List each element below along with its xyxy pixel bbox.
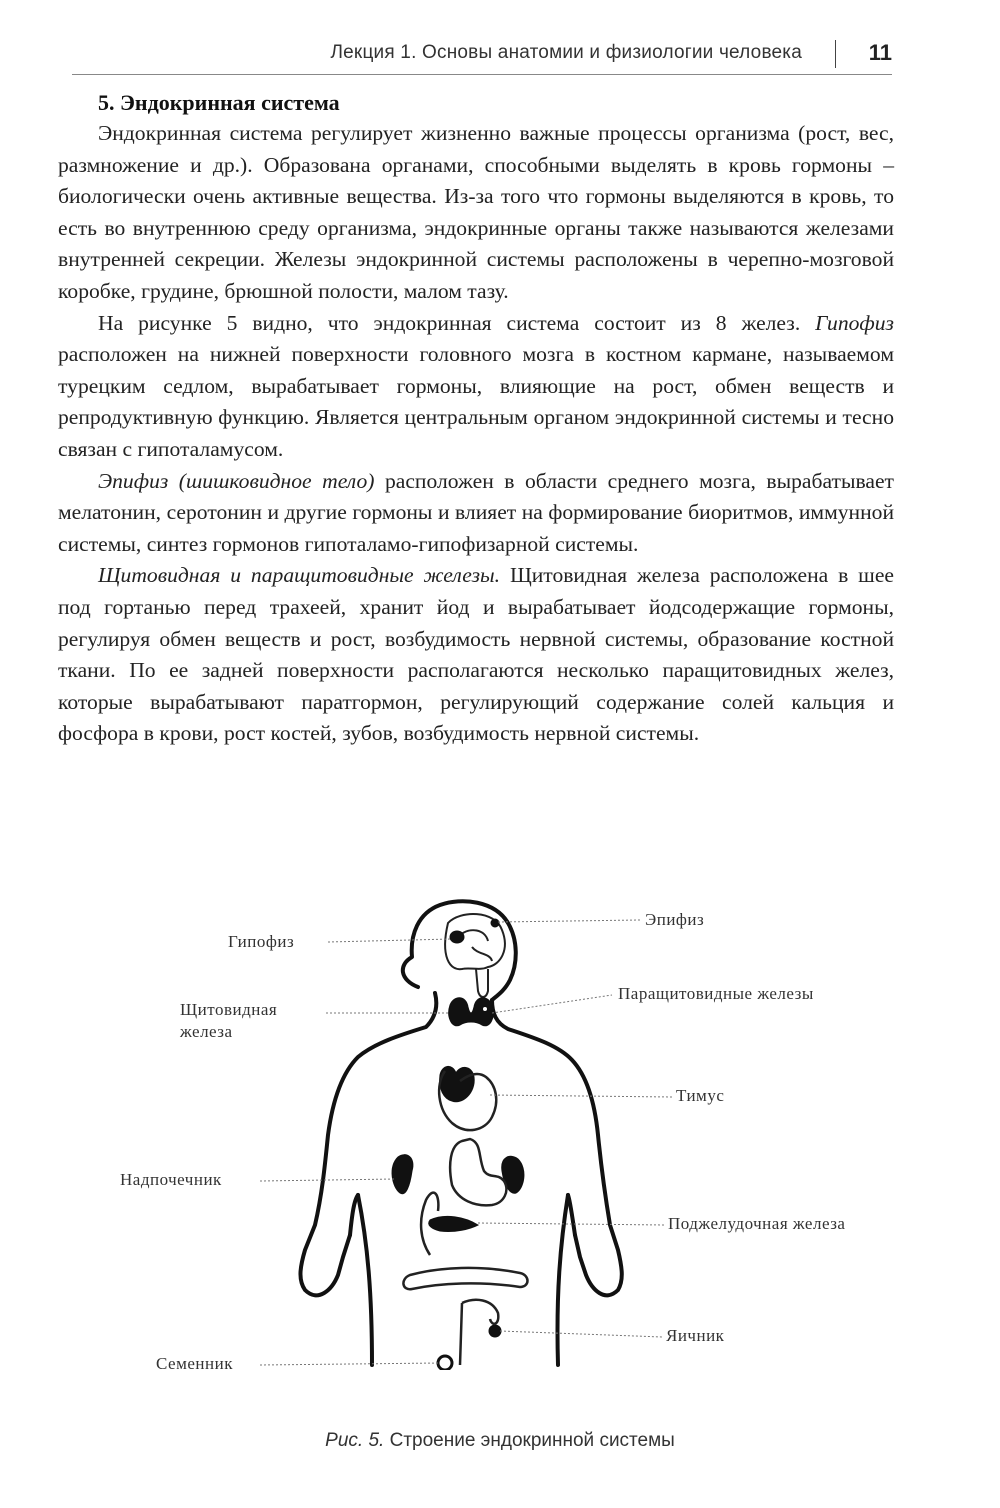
- adrenal-right-icon: [502, 1156, 524, 1193]
- paragraph-4: [58, 560, 894, 750]
- label-testis: Семенник: [156, 1354, 233, 1373]
- thyroid-icon: [449, 998, 494, 1026]
- leader-testis: [260, 1363, 440, 1365]
- label-pineal: Эпифиз: [645, 910, 705, 929]
- paragraph-1: [58, 118, 894, 308]
- section-body: [58, 90, 894, 750]
- term-thyroid: Щитовидная и паращитовидные железы.: [98, 563, 501, 588]
- running-header: [72, 38, 892, 72]
- body-outline-torso: [300, 993, 436, 1295]
- running-title: Лекция 1. Основы анатомии и физиологии человека: [330, 42, 802, 63]
- paragraph-1-text: Эндокринная система регулирует жизненно важные процессы организма (рост, вес, размножение и др.). Образована органами, способными выделять в кровь гормоны – биологически очень активные вещества. Из-за того что гормоны выделяются в кровь, то есть во внутреннюю среду организма, эндокринные органы также называются железами внутренней секреции. Железы эндокринной системы расположены в черепно-мозговой коробке, грудине, брюшной полости, малом тазу.: [58, 121, 894, 303]
- testis-icon: [438, 1356, 452, 1370]
- leader-parathyroid: [492, 995, 612, 1013]
- leader-adrenal: [260, 1179, 396, 1181]
- paragraph-2: [58, 308, 894, 466]
- paragraph-3: [58, 466, 894, 561]
- parathyroid-icon: [483, 1007, 488, 1012]
- caption-prefix: Рис. 5.: [325, 1430, 385, 1451]
- term-pituitary: Гипофиз: [815, 310, 894, 335]
- endocrine-figure: [100, 895, 880, 1373]
- paragraph-2-lead: На рисунке 5 видно, что эндокринная система состоит из 8 желез.: [98, 310, 801, 335]
- label-adrenal: Надпочечник: [120, 1170, 222, 1189]
- label-pancreas: Поджелудочная железа: [668, 1214, 846, 1233]
- paragraph-2-text: расположен на нижней поверхности головного мозга в костном кармане, называемом турецким седлом, вырабатывает гормоны, влияющие на рост, обмен веществ и репродуктивную функцию. Является центральным органом эндокринной системы и тесно связан с гипоталамусом.: [58, 342, 894, 461]
- label-thyroid: Щитовидная железа: [180, 1000, 278, 1041]
- leader-pineal: [498, 920, 640, 922]
- paragraph-4-text: Щитовидная железа расположена в шее под гортанью перед трахеей, хранит йод и вырабатывает йодсодержащие гормоны, регулируя обмен веществ и рост, возбудимость нервной системы, образование костной ткани. По ее задней поверхности располагаются несколько паращитовидных желез, которые вырабатывают паратгормон, регулирующий содержание солей кальция и фосфора в крови, рост костей, зубов, возбудимость нервной системы.: [58, 563, 894, 746]
- pineal-icon: [491, 919, 499, 927]
- pituitary-icon: [450, 931, 464, 943]
- leader-thymus: [490, 1095, 672, 1097]
- header-rule: [72, 74, 892, 75]
- paragraph-3-text: расположен в области среднего мозга, вырабатывает мелатонин, серотонин и другие гормоны и влияет на формирование биоритмов, иммунной системы, синтез гормонов гипоталамо-гипофизарной системы.: [58, 468, 894, 556]
- figure-caption: [0, 1430, 1000, 1452]
- colon-icon: [403, 1193, 527, 1290]
- adrenal-left-icon: [392, 1155, 413, 1194]
- section-heading: 5. Эндокринная система: [98, 90, 340, 115]
- caption-text: Строение эндокринной системы: [384, 1430, 675, 1451]
- leader-pituitary: [328, 939, 452, 942]
- page-number: 11: [868, 40, 892, 65]
- label-pituitary: Гипофиз: [228, 932, 295, 951]
- leader-ovary: [500, 1331, 662, 1337]
- body-outline-lower: [358, 1195, 372, 1365]
- pancreas-icon: [429, 1216, 478, 1231]
- label-ovary: Яичник: [666, 1326, 725, 1345]
- header-separator: [835, 40, 837, 68]
- stomach-icon: [450, 1139, 506, 1205]
- ovary-icon: [489, 1325, 501, 1337]
- label-parathyroid: Паращитовидные железы: [618, 984, 814, 1003]
- term-pineal: Эпифиз (шишковидное тело): [98, 468, 375, 493]
- body-diagram: [100, 895, 880, 1370]
- label-thymus: Тимус: [676, 1086, 725, 1105]
